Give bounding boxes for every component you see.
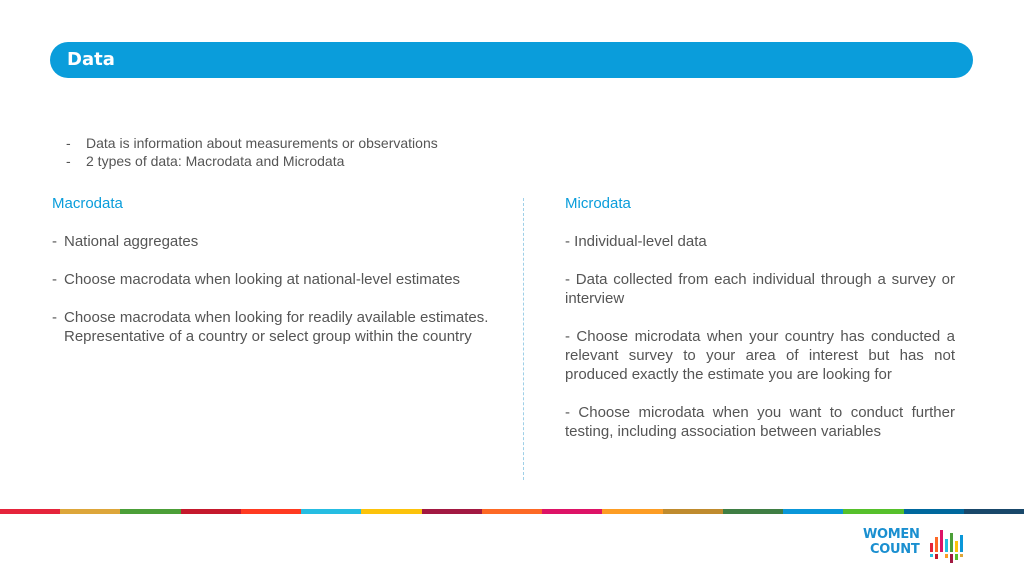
microdata-column (565, 194, 955, 460)
sdg-color-segment (361, 509, 421, 514)
macrodata-item: - Choose macrodata when looking for readily available estimates. Representative of a country or select group within the country (52, 308, 497, 346)
sdg-color-segment (0, 509, 60, 514)
sdg-color-segment (120, 509, 180, 514)
sdg-color-segment (843, 509, 903, 514)
logo-line-count: COUNT (870, 542, 920, 557)
intro-item: - 2 types of data: Macrodata and Microdata (66, 153, 345, 169)
microdata-item: - Choose microdata when you want to conduct further testing, including association between variables (565, 404, 955, 440)
page-title: Data (67, 49, 115, 70)
microdata-heading: Microdata (565, 195, 631, 212)
microdata-item: - Choose microdata when your country has conducted a relevant survey to your area of interest but has not produced exactly the estimate you are looking for (565, 328, 955, 383)
intro-item-text: Data is information about measurements or observations (86, 135, 438, 151)
intro-item: - Data is information about measurements or observations (66, 135, 438, 151)
macrodata-item: - Choose macrodata when looking at national-level estimates (52, 271, 461, 288)
microdata-item: - Individual-level data (565, 233, 707, 250)
sdg-color-segment (241, 509, 301, 514)
sdg-color-segment (783, 509, 843, 514)
sdg-color-segment (422, 509, 482, 514)
sdg-color-segment (60, 509, 120, 514)
sdg-color-segment (723, 509, 783, 514)
title-bar (50, 42, 973, 78)
intro-item-text: 2 types of data: Macrodata and Microdata (86, 153, 345, 169)
sdg-color-segment (482, 509, 542, 514)
macrodata-item: - National aggregates (52, 233, 199, 250)
sdg-color-segment (542, 509, 602, 514)
sdg-color-strip (0, 509, 1024, 514)
macrodata-column (52, 194, 497, 365)
logo-line-women: WOMEN (863, 527, 920, 542)
macrodata-item-text: National aggregates (64, 233, 199, 250)
microdata-item: - Data collected from each individual through a survey or interview (565, 271, 955, 307)
macrodata-item-text: Choose macrodata when looking at national-level estimates (64, 271, 461, 288)
sdg-color-segment (301, 509, 361, 514)
sdg-color-segment (602, 509, 662, 514)
bar-chart-icon (929, 527, 971, 565)
sdg-color-segment (904, 509, 964, 514)
sdg-color-segment (663, 509, 723, 514)
macrodata-item-text: Choose macrodata when looking for readily available estimates. Representative of a country or select group within the country (64, 309, 489, 345)
macrodata-heading: Macrodata (52, 195, 123, 212)
sdg-color-segment (964, 509, 1024, 514)
sdg-color-segment (181, 509, 241, 514)
column-divider (523, 198, 524, 480)
intro-list (66, 134, 438, 170)
women-count-logo (863, 527, 973, 565)
